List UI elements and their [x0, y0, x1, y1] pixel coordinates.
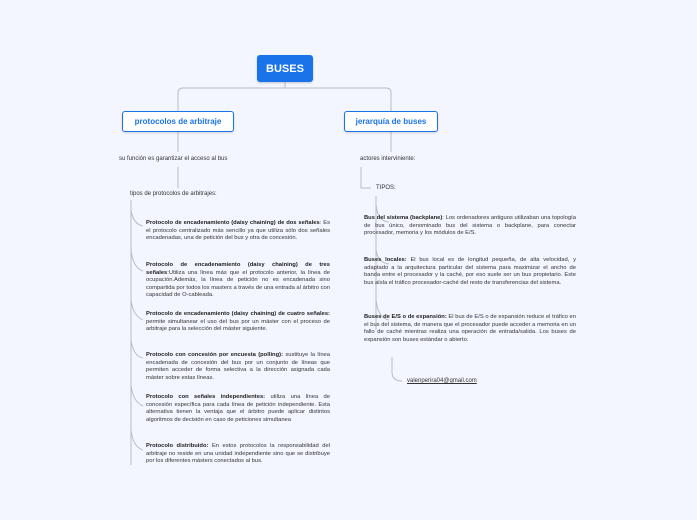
- item-text: El bus local es de longitud pequeña, de alta velocidad, y adaptado a la arquitectura particular del sistema para maximizar el ancho de banda entre el procesador y la caché, por eso suele ser un bus propietario. Este bus aísla el tráfico procesador-caché del resto de transferencias del sistema.: [364, 257, 576, 286]
- item-text: En estos protocolos la responsabilidad del arbitraje no reside en una unidad independiente sino que se distribuye por los diferentes másters conectados al bus.: [146, 443, 330, 465]
- protocol-item[interactable]: [146, 262, 330, 300]
- item-title: Protocolo con concesión por encuesta (polling):: [146, 352, 283, 358]
- protocol-item[interactable]: [146, 311, 330, 334]
- item-title: Protocolo de encadenamiento (daisy chaining) de dos señales: [146, 220, 320, 226]
- item-title: Protocolo de encadenamiento (daisy chaining) de cuatro señales:: [146, 311, 330, 317]
- item-title: Protocolo con señales independientes:: [146, 394, 266, 400]
- protocol-item[interactable]: [146, 443, 330, 466]
- node-protocolos-arbitraje[interactable]: [122, 111, 234, 132]
- item-text: :Utiliza una línea más que el protocolo anterior, la línea de ocupación.Además, la línea de petición no es encadenada sino compartida por todos los masters a través de una entrada al árbitro con capacidad de O-cableada.: [146, 269, 330, 299]
- protocol-item[interactable]: [146, 352, 330, 382]
- email-link[interactable]: valenperira04@gmail.com: [407, 378, 477, 384]
- item-title: Bus del sistema (backplane): [364, 215, 443, 221]
- item-text: El bus de E/S o de expansión reduce el tráfico en el bus del sistema, de manera que el procesador puede acceder a memoria en un fallo de caché mientras realiza una operación de entrada/salida. Los buses de expansión son buses estándar o abierto.: [364, 314, 576, 343]
- item-title: Buses de E/S o de expansión:: [364, 314, 447, 320]
- protocol-item[interactable]: [146, 220, 330, 243]
- bus-type-item[interactable]: [364, 215, 576, 238]
- root-node[interactable]: [257, 55, 313, 82]
- item-text: : Los ordenadores antiguos utilizaban una topología de bus único, denominado bus del sistema o backplane, para conectar procesador, memoria y los módulos de E/S.: [364, 215, 577, 237]
- item-text: permite simultanear el uso del bus por un máster con el proceso de arbitraje para la selección del máster siguiente.: [146, 318, 330, 333]
- node-title: jerarquía de buses: [355, 117, 427, 126]
- item-text: utiliza una línea de concesión específica para cada línea de petición independiente. Esta alternativa tienen la ventaja que el árbitro puede aplicar distintos algoritmos de decisión en caso de peticiones simultanea: [146, 394, 330, 423]
- item-title: Buses locales:: [364, 257, 407, 263]
- item-text: : Es el protocolo centralizado más sencillo ya que utiliza sólo dos señales encadenadas, una de petición del bus y otra de concesión.: [146, 220, 330, 242]
- protocol-item[interactable]: [146, 394, 330, 424]
- right-subheading[interactable]: TIPOS:: [376, 185, 396, 191]
- node-jerarquia-buses[interactable]: [344, 111, 438, 132]
- root-title: BUSES: [266, 62, 304, 75]
- item-title: Protocolo distribuido:: [146, 443, 209, 449]
- bus-type-item[interactable]: [364, 257, 576, 287]
- node-title: protocolos de arbitraje: [134, 117, 222, 126]
- left-note[interactable]: su función es garantizar el acceso al bus: [119, 156, 228, 162]
- bus-type-item[interactable]: [364, 314, 576, 344]
- item-text: sustituye la línea encadenada de concesión del bus por un conjunto de líneas que permiten acceder de forma selectiva a la dirección asignada cada máster sobre estas líneas.: [146, 352, 330, 381]
- right-note[interactable]: actores interviniente:: [360, 156, 416, 162]
- left-subheading[interactable]: tipos de protocolos de arbitrajes:: [130, 191, 217, 197]
- item-title: Protocolo de encadenamiento (daisy chaining) de tres señales: [146, 262, 330, 276]
